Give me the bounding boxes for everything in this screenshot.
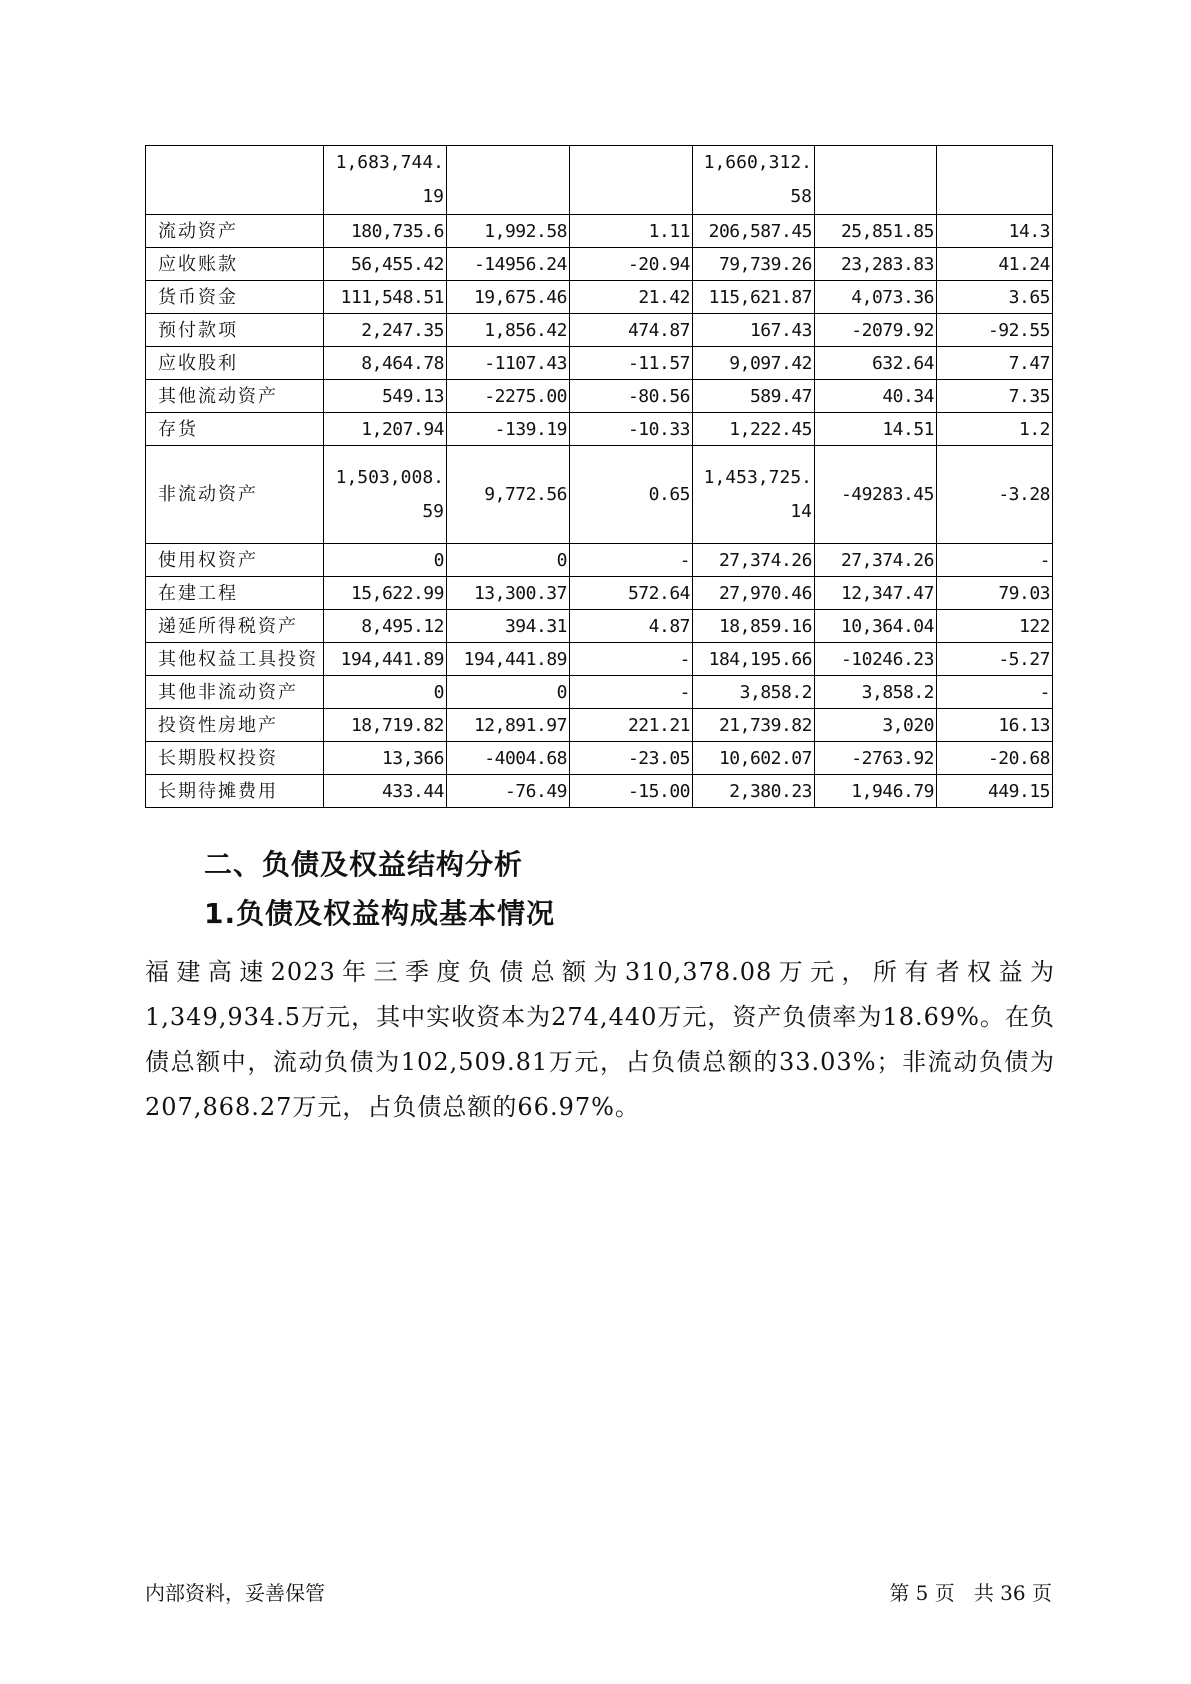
footer-confidential-note: 内部资料，妥善保管 [145, 1581, 325, 1605]
value-cell: 3.65 [937, 281, 1053, 314]
value-cell: 7.35 [937, 380, 1053, 413]
subsection-heading: 1.负债及权益构成基本情况 [204, 897, 556, 930]
table-row [146, 742, 1053, 775]
value-cell: 79,739.26 [693, 248, 815, 281]
value-cell: 27,970.46 [693, 577, 815, 610]
value-cell: 2,247.35 [324, 314, 447, 347]
table-row [146, 215, 1053, 248]
value-cell: 18,859.16 [693, 610, 815, 643]
row-label-cell: 投资性房地产 [146, 709, 324, 742]
value-cell: -11.57 [570, 347, 693, 380]
value-cell: - [937, 544, 1053, 577]
table-row [146, 248, 1053, 281]
value-cell: 12,891.97 [447, 709, 570, 742]
value-cell: 1,207.94 [324, 413, 447, 446]
section-heading: 二、负债及权益结构分析 [204, 848, 524, 881]
value-cell: 180,735.6 [324, 215, 447, 248]
value-cell: 449.15 [937, 775, 1053, 808]
value-cell: 13,366 [324, 742, 447, 775]
value-cell [447, 146, 570, 215]
value-cell: 4.87 [570, 610, 693, 643]
value-cell: 9,772.56 [447, 446, 570, 544]
row-label-cell: 长期股权投资 [146, 742, 324, 775]
value-cell: -139.19 [447, 413, 570, 446]
table-row [146, 775, 1053, 808]
table-row [146, 281, 1053, 314]
value-cell: 8,495.12 [324, 610, 447, 643]
value-cell: 21.42 [570, 281, 693, 314]
value-cell: -4004.68 [447, 742, 570, 775]
row-label-cell [146, 146, 324, 215]
table-row [146, 676, 1053, 709]
value-cell: 194,441.89 [324, 643, 447, 676]
value-cell: 41.24 [937, 248, 1053, 281]
value-cell: -23.05 [570, 742, 693, 775]
value-cell: 19,675.46 [447, 281, 570, 314]
value-cell: 0 [324, 676, 447, 709]
value-cell: 184,195.66 [693, 643, 815, 676]
value-cell: 13,300.37 [447, 577, 570, 610]
value-cell: -80.56 [570, 380, 693, 413]
row-label-cell: 流动资产 [146, 215, 324, 248]
row-label-cell: 非流动资产 [146, 446, 324, 544]
value-cell: 40.34 [815, 380, 937, 413]
table-row [146, 380, 1053, 413]
table-row [146, 544, 1053, 577]
value-cell: -2079.92 [815, 314, 937, 347]
asset-structure-table [145, 145, 1053, 808]
table-row [146, 643, 1053, 676]
value-cell: 16.13 [937, 709, 1053, 742]
value-cell: 12,347.47 [815, 577, 937, 610]
value-cell: 221.21 [570, 709, 693, 742]
value-cell: 14.51 [815, 413, 937, 446]
row-label-cell: 长期待摊费用 [146, 775, 324, 808]
body-paragraph: 福建高速2023年三季度负债总额为310,378.08万元，所有者权益为1,349,934.5万元，其中实收资本为274,440万元，资产负债率为18.69%。在负债总额中，流动负债为102,509.81万元，占负债总额的33.03%；非流动负债为207,868.27万元，占负债总额的66.97%。 [145, 958, 1055, 1121]
value-cell: -15.00 [570, 775, 693, 808]
value-cell: -49283.45 [815, 446, 937, 544]
value-cell: -10246.23 [815, 643, 937, 676]
value-cell: 206,587.45 [693, 215, 815, 248]
value-cell: 589.47 [693, 380, 815, 413]
value-cell: 111,548.51 [324, 281, 447, 314]
table-row [146, 446, 1053, 544]
value-cell: 572.64 [570, 577, 693, 610]
value-cell: 549.13 [324, 380, 447, 413]
value-cell: 0 [447, 544, 570, 577]
row-label-cell: 货币资金 [146, 281, 324, 314]
value-cell: 10,364.04 [815, 610, 937, 643]
row-label-cell: 其他权益工具投资 [146, 643, 324, 676]
row-label-cell: 应收股利 [146, 347, 324, 380]
value-cell: -20.68 [937, 742, 1053, 775]
value-cell: 3,020 [815, 709, 937, 742]
value-cell: 3,858.2 [693, 676, 815, 709]
row-label-cell: 递延所得税资产 [146, 610, 324, 643]
value-cell: 632.64 [815, 347, 937, 380]
value-cell: 1,222.45 [693, 413, 815, 446]
value-cell: 15,622.99 [324, 577, 447, 610]
row-label-cell: 使用权资产 [146, 544, 324, 577]
value-cell: 1.11 [570, 215, 693, 248]
value-cell: 9,097.42 [693, 347, 815, 380]
value-cell: 56,455.42 [324, 248, 447, 281]
value-cell: -10.33 [570, 413, 693, 446]
value-cell: 1,683,744.19 [324, 146, 447, 215]
value-cell: 27,374.26 [815, 544, 937, 577]
value-cell: 167.43 [693, 314, 815, 347]
value-cell: 1,503,008.59 [324, 446, 447, 544]
value-cell: 433.44 [324, 775, 447, 808]
value-cell: 115,621.87 [693, 281, 815, 314]
value-cell: 0 [447, 676, 570, 709]
value-cell: 474.87 [570, 314, 693, 347]
value-cell: 10,602.07 [693, 742, 815, 775]
value-cell [937, 146, 1053, 215]
value-cell: 23,283.83 [815, 248, 937, 281]
table-row [146, 146, 1053, 215]
table-row [146, 347, 1053, 380]
value-cell: 1,992.58 [447, 215, 570, 248]
value-cell: 2,380.23 [693, 775, 815, 808]
row-label-cell: 其他流动资产 [146, 380, 324, 413]
row-label-cell: 应收账款 [146, 248, 324, 281]
row-label-cell: 预付款项 [146, 314, 324, 347]
value-cell: 1,660,312.58 [693, 146, 815, 215]
value-cell: -14956.24 [447, 248, 570, 281]
value-cell: 18,719.82 [324, 709, 447, 742]
value-cell: 122 [937, 610, 1053, 643]
value-cell: - [937, 676, 1053, 709]
value-cell: 4,073.36 [815, 281, 937, 314]
value-cell: 8,464.78 [324, 347, 447, 380]
row-label-cell: 在建工程 [146, 577, 324, 610]
value-cell: 79.03 [937, 577, 1053, 610]
value-cell: 194,441.89 [447, 643, 570, 676]
value-cell: 14.3 [937, 215, 1053, 248]
value-cell: -5.27 [937, 643, 1053, 676]
table-row [146, 577, 1053, 610]
value-cell: -2763.92 [815, 742, 937, 775]
value-cell: 0.65 [570, 446, 693, 544]
value-cell: -20.94 [570, 248, 693, 281]
value-cell: 3,858.2 [815, 676, 937, 709]
value-cell: 1,453,725.14 [693, 446, 815, 544]
value-cell: 27,374.26 [693, 544, 815, 577]
value-cell: - [570, 676, 693, 709]
table-row [146, 314, 1053, 347]
value-cell: -1107.43 [447, 347, 570, 380]
value-cell: 1,856.42 [447, 314, 570, 347]
value-cell [815, 146, 937, 215]
table-row [146, 709, 1053, 742]
footer-page-number: 第 5 页 共 36 页 [889, 1581, 1052, 1605]
value-cell: 1,946.79 [815, 775, 937, 808]
value-cell: 21,739.82 [693, 709, 815, 742]
value-cell [570, 146, 693, 215]
table-row [146, 610, 1053, 643]
value-cell: 0 [324, 544, 447, 577]
value-cell: -2275.00 [447, 380, 570, 413]
value-cell: -76.49 [447, 775, 570, 808]
row-label-cell: 存货 [146, 413, 324, 446]
value-cell: 7.47 [937, 347, 1053, 380]
value-cell: 1.2 [937, 413, 1053, 446]
value-cell: -92.55 [937, 314, 1053, 347]
value-cell: - [570, 643, 693, 676]
value-cell: 394.31 [447, 610, 570, 643]
value-cell: - [570, 544, 693, 577]
value-cell: 25,851.85 [815, 215, 937, 248]
value-cell: -3.28 [937, 446, 1053, 544]
row-label-cell: 其他非流动资产 [146, 676, 324, 709]
table-row [146, 413, 1053, 446]
